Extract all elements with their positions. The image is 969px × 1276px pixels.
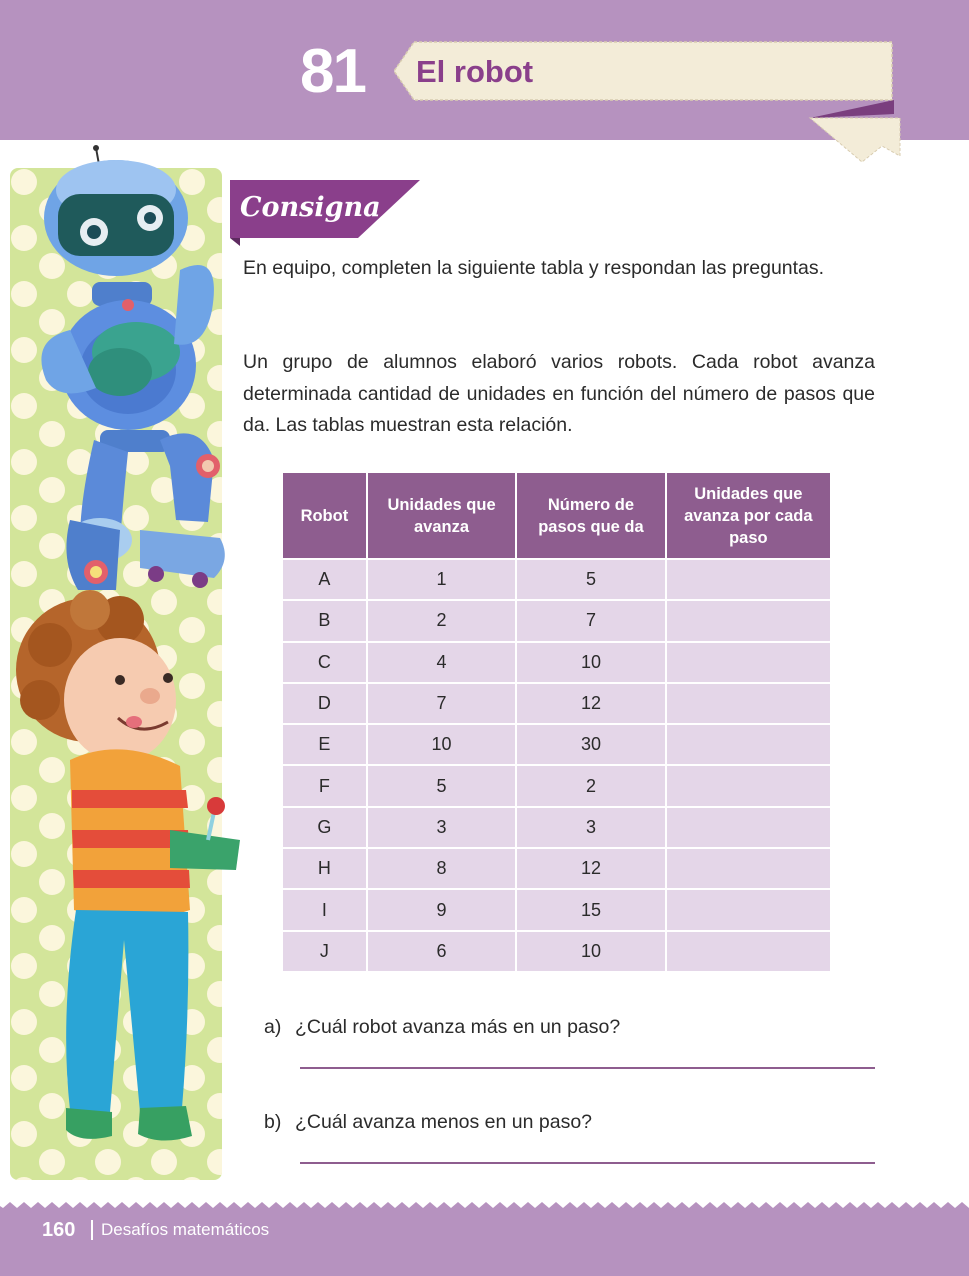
units-cell: 6 <box>368 932 515 971</box>
table-row <box>283 849 830 888</box>
question-text: ¿Cuál robot avanza más en un paso? <box>295 1016 621 1038</box>
answer-cell[interactable] <box>667 932 830 971</box>
table-row <box>283 684 830 723</box>
table-row <box>283 643 830 682</box>
units-cell: 10 <box>368 725 515 764</box>
table-row <box>283 808 830 847</box>
answer-cell[interactable] <box>667 808 830 847</box>
steps-cell: 10 <box>517 643 664 682</box>
units-cell: 1 <box>368 560 515 599</box>
steps-cell: 3 <box>517 808 664 847</box>
answer-cell[interactable] <box>667 725 830 764</box>
column-header-robot: Robot <box>283 473 366 558</box>
question-letter: a) <box>264 1016 282 1038</box>
steps-cell: 30 <box>517 725 664 764</box>
robot-figure <box>41 145 224 590</box>
answer-cell[interactable] <box>667 766 830 805</box>
page-number: 160 <box>42 1219 76 1241</box>
robot-cell: F <box>283 766 366 805</box>
table-header-row <box>283 473 830 558</box>
boy-figure <box>16 590 240 1141</box>
steps-cell: 5 <box>517 560 664 599</box>
answer-cell[interactable] <box>667 643 830 682</box>
robot-cell: D <box>283 684 366 723</box>
steps-cell: 12 <box>517 849 664 888</box>
steps-cell: 2 <box>517 766 664 805</box>
column-header-steps: Número de pasos que da <box>517 473 664 558</box>
table-row <box>283 766 830 805</box>
table-row <box>283 560 830 599</box>
robot-cell: H <box>283 849 366 888</box>
answer-cell[interactable] <box>667 560 830 599</box>
answer-cell[interactable] <box>667 890 830 929</box>
answer-line-b[interactable] <box>300 1162 875 1164</box>
table-row <box>283 890 830 929</box>
answer-cell[interactable] <box>667 684 830 723</box>
robot-cell: J <box>283 932 366 971</box>
table-row <box>283 725 830 764</box>
robot-cell: G <box>283 808 366 847</box>
answer-line-a[interactable] <box>300 1067 875 1069</box>
robot-cell: A <box>283 560 366 599</box>
table-row <box>283 932 830 971</box>
units-cell: 9 <box>368 890 515 929</box>
section-tag-label: Consigna <box>240 192 381 223</box>
robot-cell: E <box>283 725 366 764</box>
units-cell: 3 <box>368 808 515 847</box>
question-a <box>264 1016 620 1039</box>
column-header-units: Unidades que avanza <box>368 473 515 558</box>
units-cell: 8 <box>368 849 515 888</box>
robot-cell: B <box>283 601 366 640</box>
column-header-units-per-step: Unidades que avanza por cada paso <box>667 473 830 558</box>
question-text: ¿Cuál avanza menos en un paso? <box>295 1111 593 1133</box>
units-cell: 2 <box>368 601 515 640</box>
steps-cell: 7 <box>517 601 664 640</box>
instruction-paragraph: En equipo, completen la siguiente tabla y respondan las preguntas. <box>243 257 825 279</box>
robot-and-boy-illustration <box>0 140 260 1190</box>
units-cell: 7 <box>368 684 515 723</box>
robot-cell: I <box>283 890 366 929</box>
steps-cell: 12 <box>517 684 664 723</box>
ribbon-fold <box>806 100 902 166</box>
context-paragraph: Un grupo de alumnos elaboró varios robots. Cada robot avanza determinada cantidad de unidades en función del número de pasos que da. Las tablas muestran esta relación. <box>243 351 875 436</box>
robot-cell: C <box>283 643 366 682</box>
question-letter: b) <box>264 1111 282 1133</box>
lesson-title: El robot <box>416 54 534 89</box>
units-cell: 5 <box>368 766 515 805</box>
question-b <box>264 1111 592 1134</box>
answer-cell[interactable] <box>667 849 830 888</box>
answer-cell[interactable] <box>667 601 830 640</box>
steps-cell: 15 <box>517 890 664 929</box>
book-title: Desafíos matemáticos <box>101 1220 270 1239</box>
steps-cell: 10 <box>517 932 664 971</box>
lesson-number: 81 <box>300 37 365 106</box>
units-cell: 4 <box>368 643 515 682</box>
footer-divider <box>91 1220 93 1240</box>
table-row <box>283 601 830 640</box>
robot-table <box>281 471 832 973</box>
